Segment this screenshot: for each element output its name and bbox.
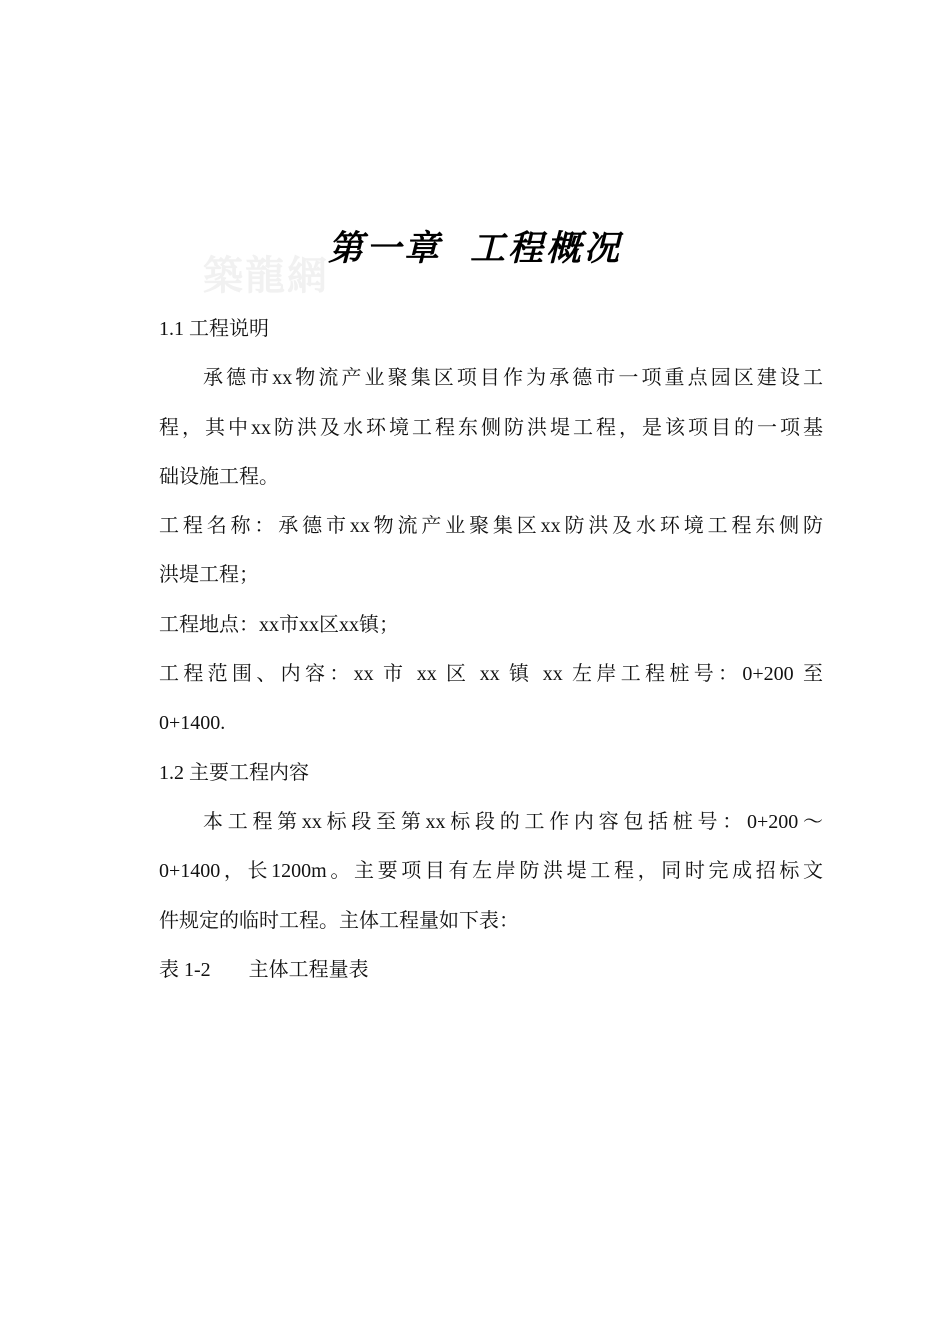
intro-paragraph-line: 承德市xx物流产业聚集区项目作为承德市一项重点园区建设工 <box>203 367 823 390</box>
watermark: 築龍網 <box>203 252 329 299</box>
project-name-line: 洪堤工程； <box>159 564 259 587</box>
table-caption-number: 表 1-2 <box>159 958 211 981</box>
main-works-line: 件规定的临时工程。主体工程量如下表： <box>159 909 519 932</box>
chapter-title <box>0 224 950 274</box>
intro-paragraph-line: 程，其中xx防洪及水环境工程东侧防洪堤工程，是该项目的一项基 <box>159 416 823 439</box>
chapter-name: 工程概况 <box>470 228 623 269</box>
intro-paragraph-line: 础设施工程。 <box>159 465 279 488</box>
chapter-number: 第一章 <box>327 228 442 269</box>
section-heading-1-1: 1.1 工程说明 <box>159 318 269 340</box>
document-body <box>159 305 823 995</box>
main-works-line: 0+1400，长1200m。主要项目有左岸防洪堤工程，同时完成招标文 <box>159 860 823 883</box>
table-caption <box>159 946 823 995</box>
project-name-line: 工程名称：承德市xx物流产业聚集区xx防洪及水环境工程东侧防 <box>159 515 823 538</box>
main-works-line: 本工程第xx标段至第xx标段的工作内容包括桩号：0+200～ <box>203 810 823 833</box>
project-scope-line: 0+1400. <box>159 712 226 735</box>
section-heading-1-2: 1.2 主要工程内容 <box>159 761 309 784</box>
table-caption-title: 主体工程量表 <box>248 958 369 981</box>
project-scope-line: 工程范围、内容：xx 市 xx 区 xx 镇 xx 左岸工程桩号：0+200 至 <box>159 663 823 686</box>
project-location-line: 工程地点：xx市xx区xx镇； <box>159 613 399 636</box>
